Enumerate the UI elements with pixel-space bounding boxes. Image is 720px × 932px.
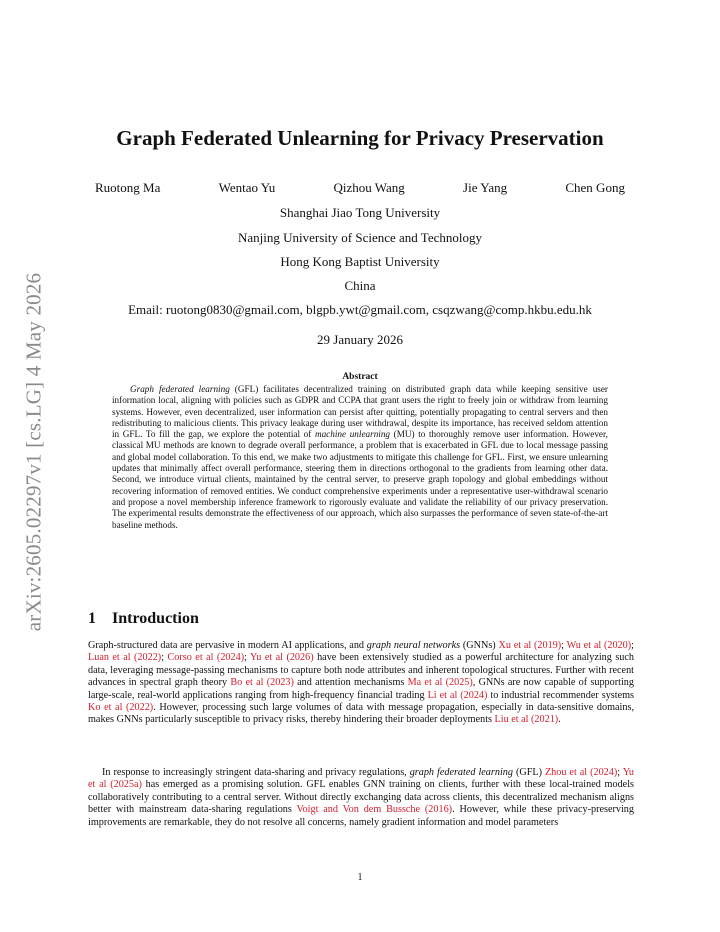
citation-link[interactable]: Wu et al (2020) [566, 640, 632, 651]
author-name: Jie Yang [463, 180, 508, 195]
author-name: Chen Gong [565, 180, 625, 195]
affiliation: Shanghai Jiao Tong University [279, 205, 441, 220]
arxiv-stamp [18, 262, 50, 642]
section-number: 1 [88, 610, 96, 627]
affiliation: Nanjing University of Science and Technology [238, 230, 482, 245]
section-title: Introduction [112, 610, 199, 627]
citation-link[interactable]: Corso et al (2024) [167, 652, 245, 664]
citation-link[interactable]: Xu et al (2019) [498, 640, 562, 651]
citation-link[interactable]: Yu et al (2025a) [88, 767, 635, 791]
citation-link[interactable]: Luan et al (2022) [88, 652, 162, 664]
citation-link[interactable]: Zhou et al (2024) [544, 767, 618, 778]
citation-link[interactable]: Bo et al (2023) [230, 677, 294, 689]
author-name: Qizhou Wang [333, 180, 405, 195]
abstract-term: Graph federated learning [130, 384, 230, 394]
citation-link[interactable]: Li et al (2024) [427, 689, 488, 701]
arxiv-id: arXiv:2605.02297v1 [cs.LG] 4 May 2026 [21, 272, 46, 632]
page-number: 1 [357, 872, 363, 883]
intro-paragraph-1: Graph-structured data are pervasive in modern AI applications, and graph neural networks (GNNs) Xu et al (2019); Wu et al (2020); Luan et al (2022); Corso et al (2024); Yu et al (2026) have been extensively studied as a powerful architecture for analyzing such data, leveraging message-passing mechanisms to capture both node attributes and inherent topological structures. Further with recent advances in spectral graph theory Bo et al (2023) and attention mechanisms Ma et al (2025), GNNs are now capable of supporting large-scale, real-world applications ranging from high-frequency financial trading Li et al (2024) to industrial recommender systems Ko et al (2022). However, processing such large volumes of data with message propagation, especially in data-sensitive domains, makes GNNs particularly susceptible to privacy risks, thereby hindering their broader deployments Liu et al (2021). [88, 640, 635, 726]
abstract-body: Graph federated learning (GFL) facilitates decentralized training on distributed graph data while keeping sensitive user information local, aligning with policies such as GDPR and CCPA that grant users the right to freely join or withdraw from learning systems. However, even decentralized, user information can persist after quitting, potentially propagating to central servers and then redistributing to malicious clients. This privacy leakage during user withdrawal, despite its importance, has received seldom attention in GFL. To fill the gap, we explore the potential of machine unlearning (MU) to thoroughly remove user information. However, classical MU methods are known to degrade overall performance, a problem that is exacerbated in GFL due to local message passing and global model collaboration. To this end, we make two adjustments to mitigate this challenge for GFL. First, we ensure unlearning updates that minimally affect overall performance, steering them in directions orthogonal to the gradients from learning other data. Second, we introduce virtual clients, maintained by the central server, to preserve graph topology and global embeddings without recovering information of removed entities. We conduct comprehensive experiments under a representative user-withdrawal scenario and propose a novel membership inference framework to rigorously evaluate and validate the reliability of our privacy preservation. The experimental results demonstrate the effectiveness of our approach, which also surpasses the performance of seven state-of-the-art baseline methods. [112, 384, 608, 530]
citation-link[interactable]: Ma et al (2025) [407, 677, 473, 689]
abstract-term: machine unlearning [314, 429, 391, 440]
section-heading [88, 610, 199, 628]
emphasized-term: graph federated learning [409, 767, 513, 778]
citation-link[interactable]: Voigt and Von dem Bussche (2016) [296, 804, 453, 816]
author-name: Wentao Yu [218, 180, 276, 195]
author-name: Ruotong Ma [95, 180, 161, 195]
abstract-heading: Abstract [342, 372, 378, 382]
citation-link[interactable]: Ko et al (2022) [88, 702, 154, 714]
emphasized-term: graph neural networks [366, 640, 461, 651]
email-line: Email: ruotong0830@gmail.com, blgpb.ywt@gmail.com, csqzwang@comp.hkbu.edu.hk [128, 302, 592, 317]
citation-link[interactable]: Yu et al (2026) [250, 652, 314, 664]
paper-title: Graph Federated Unlearning for Privacy Preservation [116, 126, 604, 150]
affiliation: China [344, 278, 376, 293]
affiliation: Hong Kong Baptist University [280, 254, 440, 269]
intro-paragraph-2: In response to increasingly stringent data-sharing and privacy regulations, graph federated learning (GFL) Zhou et al (2024); Yu et al (2025a) has emerged as a promising solution. GFL enables GNN training on clients, further with these local-trained models collaboratively contributing to a central server. Without directly exchanging data across clients, this decentralized mechanism aligns better with mainstream data-sharing regulations Voigt and Von dem Bussche (2016). However, while these privacy-preserving improvements are remarkable, they do not resolve all concerns, namely gradient information and model parameters [88, 767, 635, 828]
author-list [95, 180, 625, 196]
citation-link[interactable]: Liu et al (2021) [494, 714, 559, 726]
paper-date: 29 January 2026 [317, 332, 403, 347]
